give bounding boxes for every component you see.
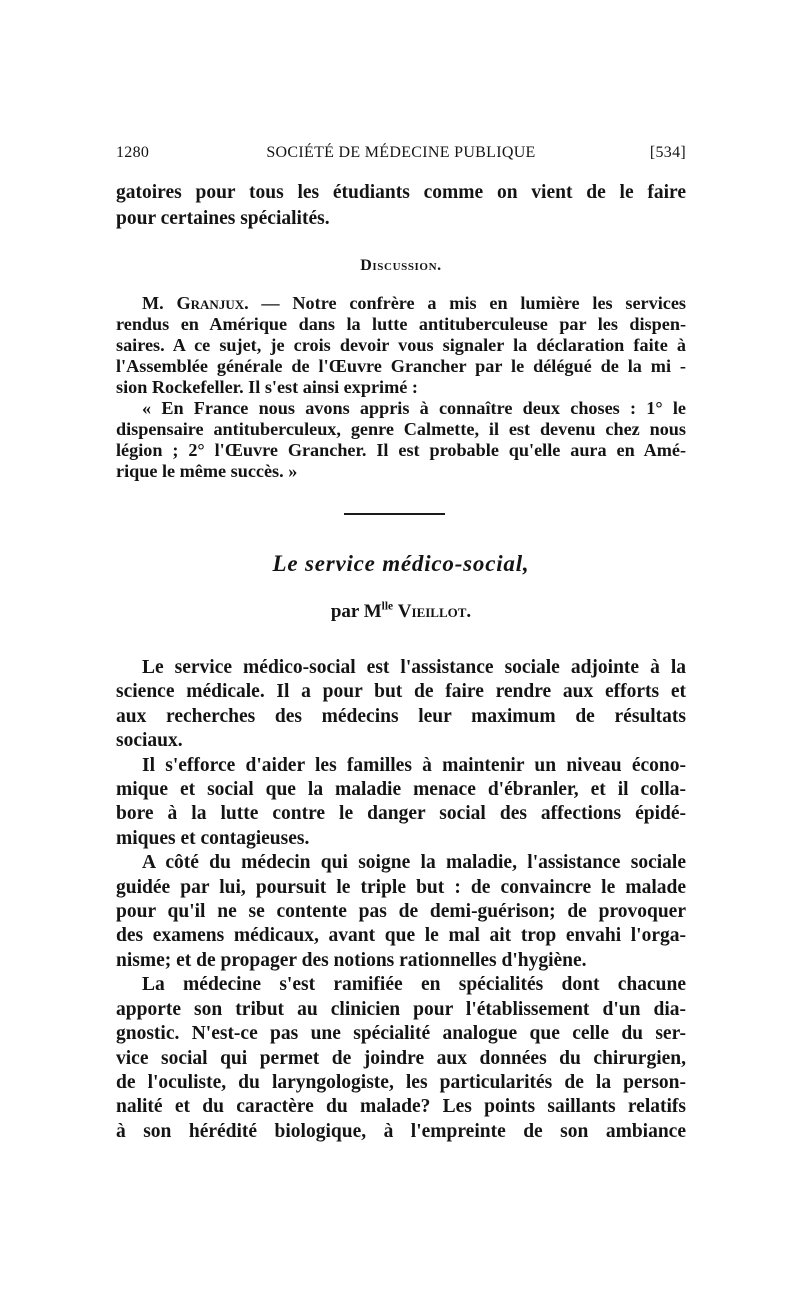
article-byline bbox=[116, 601, 686, 623]
text-line: gatoires pour tous les étudiants comme on vient de le faire bbox=[116, 182, 686, 203]
byline-prefix: par M bbox=[330, 601, 382, 622]
quote-line: rique le même succès. » bbox=[116, 461, 298, 481]
bracket-page-number: [534] bbox=[649, 144, 686, 161]
text-line: A côté du médecin qui soigne la maladie, l'assistance sociale bbox=[142, 852, 686, 874]
text-line: gnostic. N'est-ce pas une spécialité analogue que celle du ser- bbox=[116, 1023, 686, 1045]
text-line: apporte son tribut au clinicien pour l'établissement d'un dia- bbox=[116, 998, 686, 1020]
text-line: mique et social que la maladie menace d'ébranler, et il colla- bbox=[116, 779, 686, 801]
text-line: sociaux. bbox=[116, 730, 183, 752]
quote-line: dispensaire antituberculeux, genre Calmette, il est devenu chez nous bbox=[116, 419, 686, 439]
text-line: Il s'efforce d'aider les familles à maintenir un niveau écono- bbox=[142, 754, 686, 776]
running-header bbox=[116, 144, 686, 168]
section-divider bbox=[344, 513, 445, 515]
text-line: rendus en Amérique dans la lutte antituberculeuse par les dispen- bbox=[116, 314, 686, 334]
quote-line: « En France nous avons appris à connaître deux choses : 1° le bbox=[142, 398, 686, 418]
running-title: SOCIÉTÉ DE MÉDECINE PUBLIQUE bbox=[266, 144, 536, 161]
byline-superscript: lle bbox=[381, 600, 394, 613]
text-line: aux recherches des médecins leur maximum de résultats bbox=[116, 705, 686, 727]
text-line: nalité et du caractère du malade? Les points saillants relatifs bbox=[116, 1096, 686, 1118]
speaker-name: M. Granjux. bbox=[142, 293, 249, 313]
text-line: La médecine s'est ramifiée en spécialités dont chacune bbox=[142, 974, 686, 996]
carryover-paragraph bbox=[116, 180, 686, 232]
article-title: Le service médico-social, bbox=[272, 551, 530, 576]
text-line: guidée par lui, poursuit le triple but : de convaincre le malade bbox=[116, 876, 686, 898]
text-line: science médicale. Il a pour but de faire rendre aux efforts et bbox=[116, 681, 686, 703]
text-line: vice social qui permet de joindre aux données du chirurgien, bbox=[116, 1047, 686, 1069]
quote-line: légion ; 2° l'Œuvre Grancher. Il est probable qu'elle aura en Amé- bbox=[116, 440, 686, 460]
text-line: pour qu'il ne se contente pas de demi-guérison; de provoquer bbox=[116, 901, 686, 923]
discussion-paragraph bbox=[116, 293, 686, 482]
discussion-heading: Discussion. bbox=[360, 257, 442, 274]
text-line: des examens médicaux, avant que le mal ait trop envahi l'orga- bbox=[116, 925, 686, 947]
article-body bbox=[116, 656, 686, 1144]
author-name: Vieillot. bbox=[397, 601, 472, 622]
dash: — bbox=[248, 293, 293, 313]
text-line: l'Assemblée générale de l'Œuvre Grancher par le délégué de la mi - bbox=[116, 356, 686, 376]
text-line: nisme; et de propager des notions rationnelles d'hygiène. bbox=[116, 949, 587, 971]
text-line: de l'oculiste, du laryngologiste, les particularités de la person- bbox=[116, 1071, 686, 1093]
text-line bbox=[116, 293, 686, 314]
text-line: pour certaines spécialités. bbox=[116, 208, 330, 229]
text-run: Notre confrère a mis en lumière les services bbox=[292, 293, 686, 313]
text-line: à son hérédité biologique, à l'empreinte de son ambiance bbox=[116, 1120, 686, 1142]
page-number: 1280 bbox=[116, 144, 150, 161]
text-line: bore à la lutte contre le danger social des affections épidé- bbox=[116, 803, 686, 825]
text-line: miques et contagieuses. bbox=[116, 827, 310, 849]
text-line: saires. A ce sujet, je crois devoir vous signaler la déclaration faite à bbox=[116, 335, 686, 355]
text-line: Le service médico-social est l'assistance sociale adjointe à la bbox=[142, 657, 686, 678]
text-line: sion Rockefeller. Il s'est ainsi exprimé : bbox=[116, 377, 418, 397]
